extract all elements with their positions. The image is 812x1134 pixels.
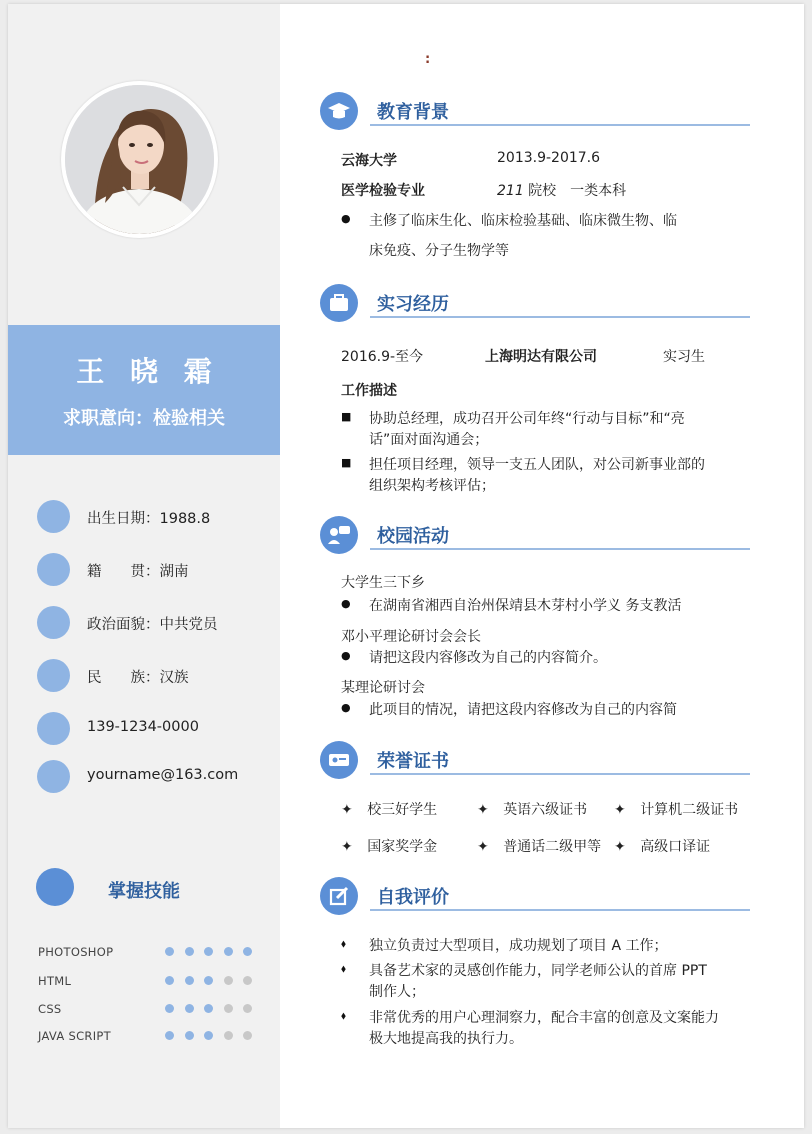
flag-icon xyxy=(37,606,70,639)
resume-page xyxy=(8,4,804,1128)
school-type: 院校 一类本科 xyxy=(523,183,627,199)
honor-item: ✦ 普通话二级甲等 xyxy=(477,839,602,855)
skill-dot xyxy=(243,1031,252,1040)
honors-header xyxy=(320,741,750,781)
honor-item: ✦ 国家奖学金 xyxy=(341,839,438,855)
evaluation-line: 独立负责过大型项目，成功规划了项目 A 工作； xyxy=(369,938,668,954)
internship-header xyxy=(320,284,750,324)
briefcase-icon xyxy=(320,284,358,322)
square-bullet-icon: ■ xyxy=(341,410,352,423)
edit-icon xyxy=(320,877,358,915)
skill-dot xyxy=(224,947,233,956)
drop-bullet-icon: ⬧ xyxy=(341,962,346,975)
info-hometown xyxy=(37,553,277,587)
calendar-icon xyxy=(37,500,70,533)
activity-text: 请把这段内容修改为自己的内容简介。 xyxy=(369,650,607,666)
top-mark: : xyxy=(425,52,431,67)
info-email xyxy=(37,760,277,794)
honor-text: 校三好学生 xyxy=(367,802,438,818)
info-political-status xyxy=(37,606,277,640)
education-header xyxy=(320,92,750,132)
certificate-icon xyxy=(320,741,358,779)
skill-name: JAVA SCRIPT xyxy=(38,1029,111,1043)
evaluation-line: 具备艺术家的灵感创作能力，同学老师公认的首席 PPT xyxy=(369,963,707,979)
courses-line: 床免疫、分子生物学等 xyxy=(369,243,509,259)
skill-row xyxy=(38,973,258,991)
skills-icon xyxy=(36,868,74,906)
section-title: 实习经历 xyxy=(377,294,449,315)
work-item-line: 组织架构考核评估； xyxy=(369,478,495,494)
skill-rating xyxy=(165,1031,263,1040)
section-divider xyxy=(370,548,750,550)
info-value: 汉族 xyxy=(159,670,189,686)
profile-photo-frame xyxy=(61,81,218,238)
skill-dot xyxy=(243,947,252,956)
info-ethnicity xyxy=(37,659,277,693)
bullet-icon: ● xyxy=(341,649,351,662)
education-period: 2013.9-2017.6 xyxy=(497,150,601,166)
honor-item: ✦ 高级口译证 xyxy=(614,839,711,855)
info-label: 籍 贯： xyxy=(87,564,160,580)
section-title: 自我评价 xyxy=(377,887,449,908)
skill-dot xyxy=(224,1031,233,1040)
evaluation-line: 极大地提高我的执行力。 xyxy=(369,1031,523,1047)
skill-dot xyxy=(165,1031,174,1040)
info-label: 民 族： xyxy=(87,670,160,686)
skill-dot xyxy=(224,1004,233,1013)
courses-line: 主修了临床生化、临床检验基础、临床微生物、临 xyxy=(369,213,677,229)
info-label: 政治面貌： xyxy=(87,617,160,633)
info-phone xyxy=(37,712,277,746)
work-item-line: 话”面对面沟通会； xyxy=(369,432,489,448)
skill-name: HTML xyxy=(38,974,72,988)
location-icon xyxy=(37,553,70,586)
phone-icon xyxy=(37,712,70,745)
work-item-line: 协助总经理，成功召开公司年终“行动与目标”和“亮 xyxy=(369,411,685,427)
skill-rating xyxy=(165,947,263,956)
person-icon xyxy=(37,659,70,692)
skill-dot xyxy=(204,1031,213,1040)
self-evaluation-header xyxy=(320,877,750,917)
skill-rating xyxy=(165,1004,263,1013)
activity-heading: 某理论研讨会 xyxy=(341,680,425,696)
info-label: 出生日期： xyxy=(87,511,160,527)
skill-row xyxy=(38,1028,258,1046)
skill-dot xyxy=(185,1004,194,1013)
skill-dot xyxy=(204,947,213,956)
skill-dot xyxy=(243,1004,252,1013)
job-intent: 求职意向：检验相关 xyxy=(63,408,225,429)
job-role: 实习生 xyxy=(663,349,705,365)
skill-name: PHOTOSHOP xyxy=(38,945,114,959)
section-title: 校园活动 xyxy=(377,526,449,547)
bullet-icon: ● xyxy=(341,701,351,714)
honor-text: 普通话二级甲等 xyxy=(503,839,602,855)
company-name: 上海明达有限公司 xyxy=(485,349,597,365)
info-birth-date xyxy=(37,500,277,534)
skills-title: 掌握技能 xyxy=(108,881,180,902)
graduation-icon xyxy=(320,92,358,130)
skill-name: CSS xyxy=(38,1002,62,1016)
people-talk-icon xyxy=(320,516,358,554)
internship-period: 2016.9-至今 xyxy=(341,349,424,365)
skill-dot xyxy=(165,1004,174,1013)
skill-rating xyxy=(165,976,263,985)
school-tier: 211 xyxy=(497,183,524,199)
skill-row xyxy=(38,944,258,962)
section-title: 教育背景 xyxy=(377,102,449,123)
bullet-icon: ● xyxy=(341,212,351,225)
drop-bullet-icon: ⬧ xyxy=(341,1009,346,1022)
skill-dot xyxy=(243,976,252,985)
section-divider xyxy=(370,124,750,126)
major: 医学检验专业 xyxy=(341,183,425,199)
section-title: 荣誉证书 xyxy=(377,751,449,772)
honor-text: 计算机二级证书 xyxy=(640,802,739,818)
section-divider xyxy=(370,316,750,318)
honor-item: ✦ 英语六级证书 xyxy=(477,802,588,818)
school-level xyxy=(497,180,626,200)
evaluation-line: 非常优秀的用户心理洞察力，配合丰富的创意及文案能力 xyxy=(369,1010,719,1026)
skill-dot xyxy=(204,1004,213,1013)
info-value: 湖南 xyxy=(159,564,189,580)
skill-dot xyxy=(165,947,174,956)
skill-dot xyxy=(185,947,194,956)
activity-heading: 邓小平理论研讨会会长 xyxy=(341,629,481,645)
campus-header xyxy=(320,516,750,556)
skill-dot xyxy=(185,1031,194,1040)
sidebar xyxy=(8,4,280,1128)
profile-photo xyxy=(65,85,214,234)
honor-text: 国家奖学金 xyxy=(367,839,438,855)
email-icon xyxy=(37,760,70,793)
work-description-title: 工作描述 xyxy=(341,383,397,399)
skill-dot xyxy=(224,976,233,985)
skill-dot xyxy=(165,976,174,985)
skill-row xyxy=(38,1001,258,1019)
work-item-line: 担任项目经理，领导一支五人团队，对公司新事业部的 xyxy=(369,457,705,473)
activity-text: 在湖南省湘西自治州保靖县木芽村小学义 务支教活 xyxy=(369,598,682,614)
honor-item: ✦ 计算机二级证书 xyxy=(614,802,739,818)
section-divider xyxy=(370,909,750,911)
honor-text: 英语六级证书 xyxy=(503,802,588,818)
activity-text: 此项目的情况，请把这段内容修改为自己的内容简 xyxy=(369,702,677,718)
drop-bullet-icon: ⬧ xyxy=(341,937,346,950)
phone-number: 139-1234-0000 xyxy=(87,719,199,735)
honor-text: 高级口译证 xyxy=(640,839,711,855)
square-bullet-icon: ■ xyxy=(341,456,352,469)
candidate-name: 王 晓 霜 xyxy=(76,355,220,388)
section-divider xyxy=(370,773,750,775)
skill-dot xyxy=(204,976,213,985)
honor-item: ✦ 校三好学生 xyxy=(341,802,438,818)
evaluation-line: 制作人； xyxy=(369,984,425,1000)
info-value: 1988.8 xyxy=(159,511,211,527)
email-address: yourname@163.com xyxy=(87,767,239,783)
bullet-icon: ● xyxy=(341,597,351,610)
info-value: 中共党员 xyxy=(159,617,218,633)
skill-dot xyxy=(185,976,194,985)
activity-heading: 大学生三下乡 xyxy=(341,575,425,591)
school-name: 云海大学 xyxy=(341,153,397,169)
name-banner xyxy=(8,325,280,455)
